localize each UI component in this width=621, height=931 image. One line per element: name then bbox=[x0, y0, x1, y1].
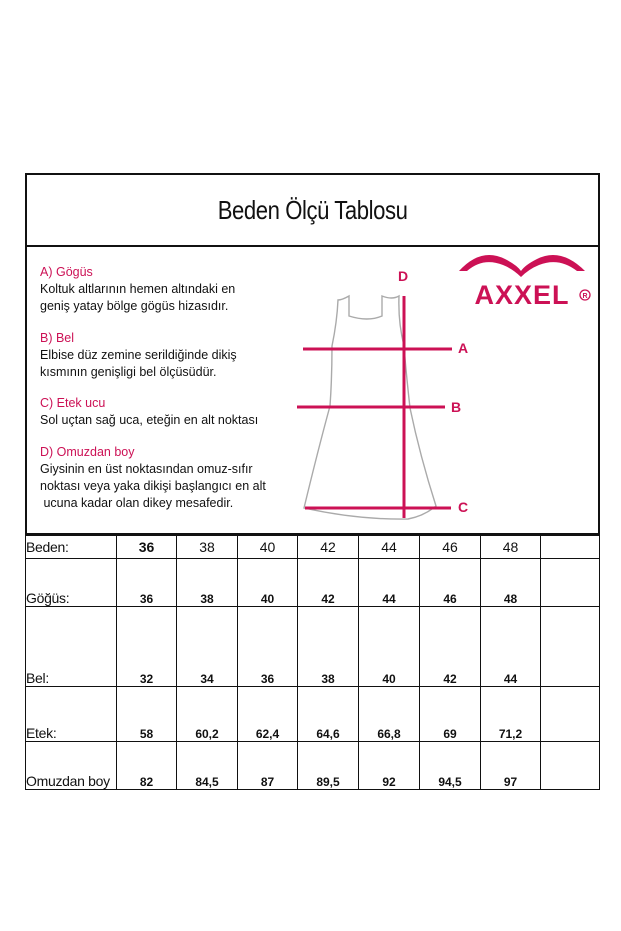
table-cell: 44 bbox=[481, 607, 541, 687]
size-cell: 42 bbox=[298, 536, 359, 559]
table-row bbox=[26, 607, 600, 687]
description-heading: C) Etek ucu bbox=[40, 396, 106, 410]
table-cell: 46 bbox=[420, 559, 481, 607]
table-cell: 42 bbox=[298, 559, 359, 607]
description-line: ucuna kadar olan dikey mesafedir. bbox=[40, 496, 234, 510]
table-cell: 69 bbox=[420, 687, 481, 742]
size-cell: 36 bbox=[117, 536, 177, 559]
label-c: C bbox=[458, 499, 469, 515]
label-d: D bbox=[398, 268, 409, 284]
table-cell bbox=[541, 687, 600, 742]
table-cell: 82 bbox=[117, 742, 177, 790]
table-cell: 94,5 bbox=[420, 742, 481, 790]
table-cell: 89,5 bbox=[298, 742, 359, 790]
table-cell: 84,5 bbox=[177, 742, 238, 790]
label-b: B bbox=[451, 399, 462, 415]
table-cell: 38 bbox=[177, 559, 238, 607]
header-label: Beden: bbox=[26, 536, 117, 559]
table-cell: 97 bbox=[481, 742, 541, 790]
row-label: Etek: bbox=[26, 687, 117, 742]
table-row bbox=[26, 559, 600, 607]
description-heading: B) Bel bbox=[40, 331, 75, 345]
table-cell: 62,4 bbox=[238, 687, 298, 742]
size-cell bbox=[541, 536, 600, 559]
brand-logo bbox=[451, 249, 593, 307]
row-label: Bel: bbox=[26, 607, 117, 687]
table-cell bbox=[541, 742, 600, 790]
size-cell: 40 bbox=[238, 536, 298, 559]
table-cell: 87 bbox=[238, 742, 298, 790]
description-line: Elbise düz zemine serildiğinde dikiş bbox=[40, 348, 237, 362]
table-cell: 38 bbox=[298, 607, 359, 687]
table-row bbox=[26, 742, 600, 790]
table-cell: 92 bbox=[359, 742, 420, 790]
table-cell: 40 bbox=[238, 559, 298, 607]
description-line: noktası veya yaka dikişi başlangıcı en alt bbox=[40, 479, 266, 493]
size-cell: 46 bbox=[420, 536, 481, 559]
size-cell: 44 bbox=[359, 536, 420, 559]
description-line: geniş yatay bölge gögüs hizasıdır. bbox=[40, 299, 229, 313]
table-cell: 64,6 bbox=[298, 687, 359, 742]
size-cell: 38 bbox=[177, 536, 238, 559]
table-cell: 66,8 bbox=[359, 687, 420, 742]
table-row bbox=[26, 687, 600, 742]
table-header-row bbox=[26, 536, 600, 559]
page-title: Beden Ölçü Tablosu bbox=[217, 194, 408, 225]
description-line: kısmının genişligi bel ölçüsüdür. bbox=[40, 365, 217, 379]
table-cell bbox=[541, 559, 600, 607]
logo-wing-icon bbox=[459, 255, 585, 277]
brand-name: AXXEL bbox=[474, 280, 570, 307]
table-cell: 48 bbox=[481, 559, 541, 607]
registered-mark: R bbox=[582, 293, 588, 300]
table-cell: 32 bbox=[117, 607, 177, 687]
table-cell: 44 bbox=[359, 559, 420, 607]
row-label: Omuzdan boy bbox=[26, 742, 117, 790]
description-heading: D) Omuzdan boy bbox=[40, 445, 135, 459]
table-cell: 42 bbox=[420, 607, 481, 687]
size-table bbox=[25, 535, 600, 790]
table-cell: 36 bbox=[238, 607, 298, 687]
size-cell: 48 bbox=[481, 536, 541, 559]
description-heading: A) Gögüs bbox=[40, 265, 93, 279]
row-label: Göğüs: bbox=[26, 559, 117, 607]
table-cell: 40 bbox=[359, 607, 420, 687]
description-line: Koltuk altlarının hemen altındaki en bbox=[40, 282, 236, 296]
table-cell bbox=[541, 607, 600, 687]
table-cell: 71,2 bbox=[481, 687, 541, 742]
table-cell: 58 bbox=[117, 687, 177, 742]
table-cell: 34 bbox=[177, 607, 238, 687]
table-cell: 60,2 bbox=[177, 687, 238, 742]
description-line: Giysinin en üst noktasından omuz-sıfır bbox=[40, 462, 253, 476]
table-cell: 36 bbox=[117, 559, 177, 607]
description-line: Sol uçtan sağ uca, eteğin en alt noktası bbox=[40, 413, 259, 427]
label-a: A bbox=[458, 340, 469, 356]
